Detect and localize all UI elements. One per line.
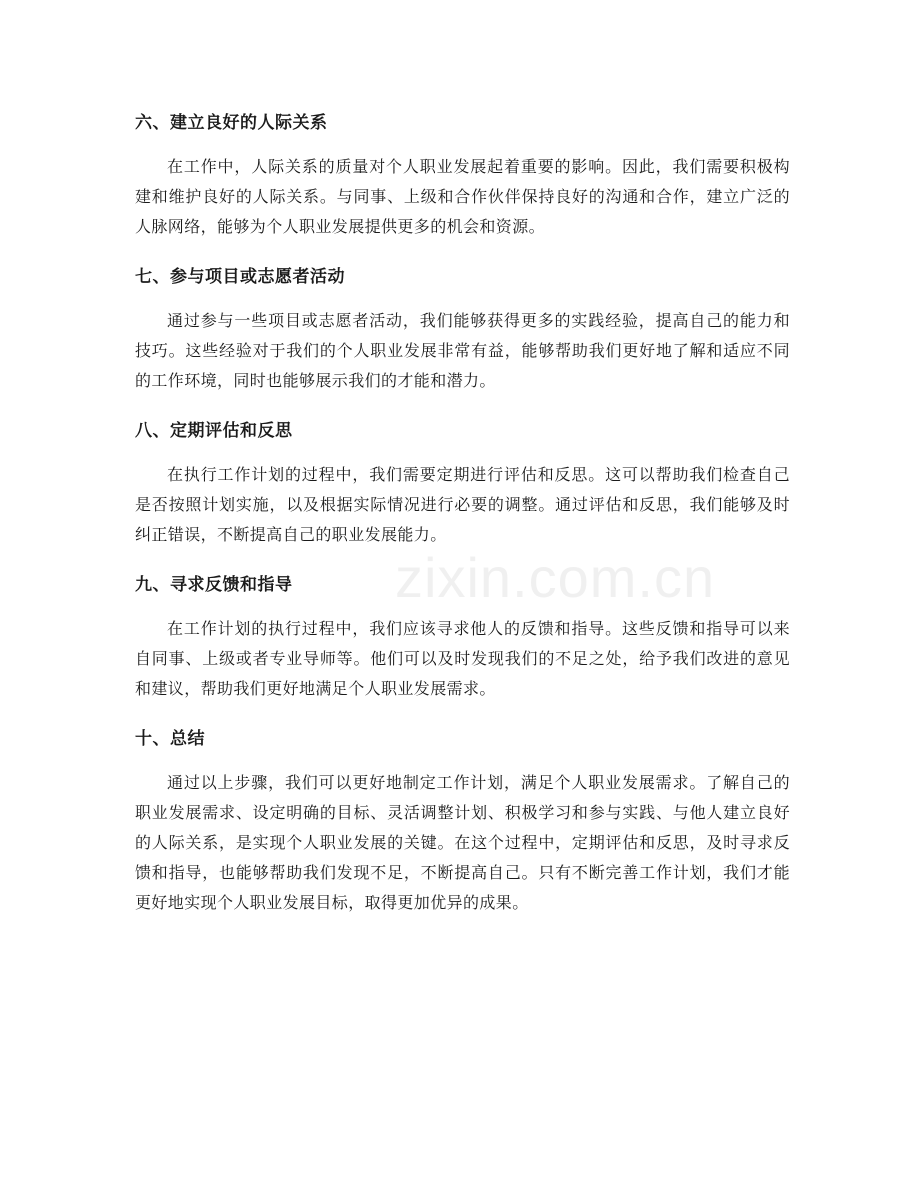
section-paragraph: 在执行工作计划的过程中，我们需要定期进行评估和反思。这可以帮助我们检查自己是否按照计划实施，以及根据实际情况进行必要的调整。通过评估和反思，我们能够及时纠正错误，不断提高自己的职业发展能力。: [135, 465, 790, 544]
section-10: [135, 724, 790, 918]
section-paragraph: 通过以上步骤，我们可以更好地制定工作计划，满足个人职业发展需求。了解自己的职业发展需求、设定明确的目标、灵活调整计划、积极学习和参与实践、与他人建立良好的人际关系，是实现个人职业发展的关键。在这个过程中，定期评估和反思，及时寻求反馈和指导，也能够帮助我们发现不足，不断提高自己。只有不断完善工作计划，我们才能更好地实现个人职业发展目标，取得更加优异的成果。: [135, 773, 790, 912]
section-6: [135, 108, 790, 242]
section-heading: 六、建立良好的人际关系: [135, 113, 328, 133]
section-7: [135, 262, 790, 396]
section-8: [135, 416, 790, 550]
document-content: [135, 108, 790, 938]
section-paragraph: 在工作中，人际关系的质量对个人职业发展起着重要的影响。因此，我们需要积极构建和维护良好的人际关系。与同事、上级和合作伙伴保持良好的沟通和合作，建立广泛的人脉网络，能够为个人职业发展提供更多的机会和资源。: [135, 157, 790, 236]
section-9: [135, 570, 790, 704]
section-heading: 十、总结: [135, 729, 205, 749]
section-paragraph: 在工作计划的执行过程中，我们应该寻求他人的反馈和指导。这些反馈和指导可以来自同事、上级或者专业导师等。他们可以及时发现我们的不足之处，给予我们改进的意见和建议，帮助我们更好地满足个人职业发展需求。: [135, 619, 790, 698]
section-heading: 九、寻求反馈和指导: [135, 575, 293, 595]
watermark: zixin.com.cn: [395, 546, 716, 609]
section-heading: 八、定期评估和反思: [135, 421, 293, 441]
section-paragraph: 通过参与一些项目或志愿者活动，我们能够获得更多的实践经验，提高自己的能力和技巧。这些经验对于我们的个人职业发展非常有益，能够帮助我们更好地了解和适应不同的工作环境，同时也能够展示我们的才能和潜力。: [135, 311, 790, 390]
section-heading: 七、参与项目或志愿者活动: [135, 267, 345, 287]
